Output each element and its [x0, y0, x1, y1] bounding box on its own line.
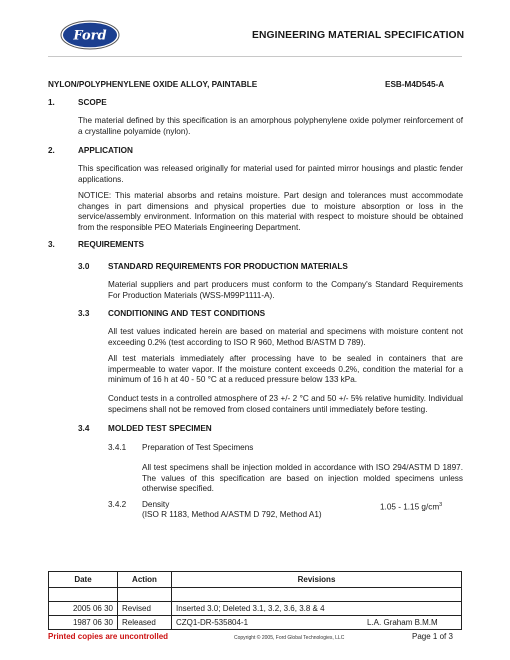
table-cell — [118, 588, 172, 602]
section-2-heading: APPLICATION — [78, 146, 133, 155]
section-3-4-1-heading: Preparation of Test Specimens — [142, 443, 254, 452]
section-3-0-heading: STANDARD REQUIREMENTS FOR PRODUCTION MATERIALS — [108, 262, 348, 271]
ford-logo — [60, 20, 120, 50]
revision-description: Inserted 3.0; Deleted 3.1, 3.2, 3.6, 3.8 & 4 — [172, 602, 462, 616]
logo-text: Ford — [73, 28, 107, 44]
section-3-number: 3. — [48, 240, 55, 249]
revision-action: Revised — [118, 602, 172, 616]
document-title: ENGINEERING MATERIAL SPECIFICATION — [252, 30, 465, 41]
table-cell — [49, 588, 118, 602]
col-header-date: Date — [49, 572, 118, 588]
section-1-number: 1. — [48, 98, 55, 107]
table-row — [49, 588, 462, 602]
section-3-0-text: Material suppliers and part producers must conform to the Company's Standard Requirements For Production Materials (WSS-M99P1111-A). — [108, 280, 463, 300]
revisions-header-row — [49, 572, 462, 588]
revision-date: 1987 06 30 — [49, 616, 118, 630]
section-2-notice: NOTICE: This material absorbs and retains moisture. Part design and tolerances must accommodate changes in part dimensions and physical properties due to moisture absorption or loss in the service/assembly environment. Information on this material with respect to moisture should be obtained from the responsible PEO Materials Engineering Department. — [78, 191, 463, 232]
section-3-3-text-2: All test materials immediately after processing have to be sealed in containers that are impermeable to water vapor. If the moisture content exceeds 0.2%, condition the material for a minimum of 16 h at 40 - 50 °C at a reduced pressure below 133 kPa. — [108, 354, 463, 384]
revisions-table — [48, 571, 462, 630]
header-divider — [48, 56, 462, 57]
section-3-4-heading: MOLDED TEST SPECIMEN — [108, 424, 212, 433]
uncontrolled-copy-notice: Printed copies are uncontrolled — [48, 632, 169, 641]
revision-action: Released — [118, 616, 172, 630]
col-header-action: Action — [118, 572, 172, 588]
section-1-heading: SCOPE — [78, 98, 107, 107]
section-3-3-text-1: All test values indicated herein are based on material and specimens with moisture content not exceeding 0.2% (test according to ISO R 960, Method B/ASTM D 789). — [108, 327, 463, 347]
section-1-text: The material defined by this specification is an amorphous polyphenylene oxide polymer reinforcement of a crystalline polyamide (nylon). — [78, 116, 463, 136]
section-3-4-number: 3.4 — [78, 424, 90, 433]
section-3-0-number: 3.0 — [78, 262, 90, 271]
density-value: 1.05 - 1.15 $g/cm^3$ — [380, 502, 443, 512]
table-row — [49, 616, 462, 630]
section-3-4-1-text: All test specimens shall be injection molded in accordance with ISO 294/ASTM D 1897. The values of this specification are based on injection molded specimens unless otherwise specified. — [142, 463, 463, 493]
table-row — [49, 602, 462, 616]
revision-author: L.A. Graham B.M.M — [363, 616, 462, 630]
page-number: Page 1 of 3 — [412, 632, 453, 641]
section-2-text: This specification was released originally for material used for painted mirror housings and plastic fender applications. — [78, 164, 463, 184]
section-3-4-2-heading: Density — [142, 500, 170, 509]
section-3-heading: REQUIREMENTS — [78, 240, 144, 249]
density-test-method: (ISO R 1183, Method A/ASTM D 792, Method A1) — [142, 510, 322, 519]
revision-date: 2005 06 30 — [49, 602, 118, 616]
section-3-4-2-number: 3.4.2 — [108, 500, 127, 509]
section-3-4-1-number: 3.4.1 — [108, 443, 127, 452]
col-header-revisions: Revisions — [172, 572, 462, 588]
section-2-number: 2. — [48, 146, 55, 155]
revision-description: CZQ1-DR-535804-1 — [172, 616, 364, 630]
section-3-3-text-3: Conduct tests in a controlled atmosphere of 23 +/- 2 °C and 50 +/- 5% relative humidity. Individual specimens shall not be removed from closed containers until immediately before testing. — [108, 394, 463, 414]
section-3-3-number: 3.3 — [78, 309, 90, 318]
copyright-notice: Copyright © 2005, Ford Global Technologies, LLC — [234, 635, 345, 641]
spec-number: ESB-M4D545-A — [385, 80, 445, 89]
table-cell — [172, 588, 462, 602]
section-3-3-heading: CONDITIONING AND TEST CONDITIONS — [108, 309, 266, 318]
material-name: NYLON/POLYPHENYLENE OXIDE ALLOY, PAINTABLE — [48, 80, 258, 89]
